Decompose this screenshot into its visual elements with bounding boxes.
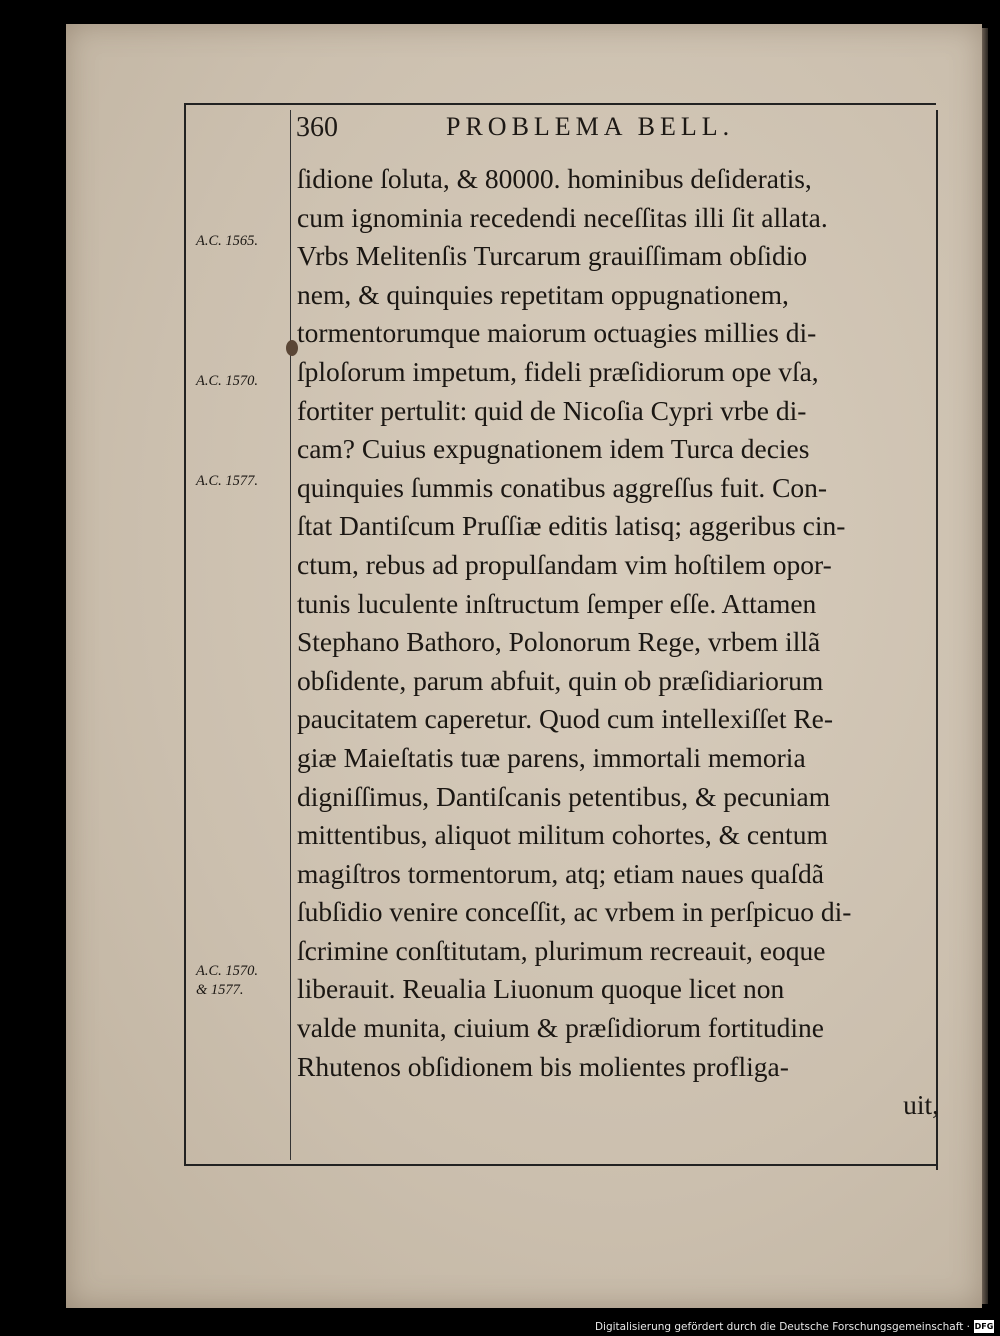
text-line: digniſſimus, Dantiſcanis petentibus, & pecuniam xyxy=(297,780,831,812)
text-line: giæ Maieſtatis tuæ parens, immortali memoria xyxy=(297,741,806,773)
text-line: ſploſorum impetum, fideli præſidiorum ope vſa, xyxy=(297,355,819,387)
page-header xyxy=(296,112,936,152)
margin-rule xyxy=(290,110,291,1160)
text-line: ſubſidio venire conceſſit, ac vrbem in perſpicuo di- xyxy=(297,896,852,928)
frame-rule-bottom xyxy=(184,1164,936,1166)
frame-rule-top xyxy=(184,103,936,105)
catchword-line: uit, xyxy=(903,1089,939,1121)
page-edge xyxy=(982,28,988,1304)
text-line: liberauit. Reualia Liuonum quoque licet non xyxy=(297,973,785,1005)
text-line: fortiter pertulit: quid de Nicoſia Cypri vrbe di- xyxy=(297,394,807,426)
text-line: paucitatem caperetur. Quod cum intellexiſſet Re- xyxy=(297,703,834,735)
margin-note-1577-b: & 1577. xyxy=(196,982,244,998)
text-line: valde munita, ciuium & præſidiorum fortitudine xyxy=(297,1012,824,1044)
text-line: cum ignominia recedendi neceſſitas illi ſit allata. xyxy=(297,201,828,233)
text-line: Stephano Bathoro, Polonorum Rege, vrbem illã xyxy=(297,626,821,658)
margin-note-1570-b: A.C. 1570. xyxy=(196,963,259,979)
text-line: quinquies ſummis conatibus aggreſſus fuit. Con- xyxy=(297,471,828,503)
frame-rule-left xyxy=(184,104,186,1165)
text-line: tormentorumque maiorum octuagies millies di- xyxy=(297,317,817,349)
body-text xyxy=(297,160,939,1125)
text-line: magiſtros tormentorum, atq; etiam naues quaſdã xyxy=(297,857,824,889)
text-line: mittentibus, aliquot militum cohortes, & centum xyxy=(297,819,828,851)
margin-note-1577: A.C. 1577. xyxy=(196,473,259,489)
margin-note-1570: A.C. 1570. xyxy=(196,373,259,389)
page-number: 360 xyxy=(296,112,338,143)
text-line: cam? Cuius expugnationem idem Turca decies xyxy=(297,433,810,465)
running-head: PROBLEMA BELL. xyxy=(446,112,735,141)
text-line: Vrbs Melitenſis Turcarum grauiſſimam obſidio xyxy=(297,240,808,272)
text-line: obſidente, parum abfuit, quin ob præſidiariorum xyxy=(297,664,824,696)
text-line: ctum, rebus ad propulſandam vim hoſtilem opor- xyxy=(297,548,832,580)
dfg-logo-icon: DFG xyxy=(974,1322,994,1331)
text-line: ſcrimine conſtitutam, plurimum recreauit, eoque xyxy=(297,934,826,966)
margin-note-1565: A.C. 1565. xyxy=(196,233,259,249)
text-line: nem, & quinquies repetitam oppugnationem, xyxy=(297,278,789,310)
text-line: tunis luculente inſtructum ſemper eſſe. Attamen xyxy=(297,587,817,619)
text-line: ſidione ſoluta, & 80000. hominibus deſideratis, xyxy=(297,163,812,194)
footer-credit: Digitalisierung gefördert durch die Deutsche Forschungsgemeinschaft · xyxy=(594,1321,970,1333)
text-line: ſtat Dantiſcum Pruſſiæ editis latisq; aggeribus cin- xyxy=(297,510,846,542)
text-line: Rhutenos obſidionem bis molientes profliga- xyxy=(297,1050,789,1082)
